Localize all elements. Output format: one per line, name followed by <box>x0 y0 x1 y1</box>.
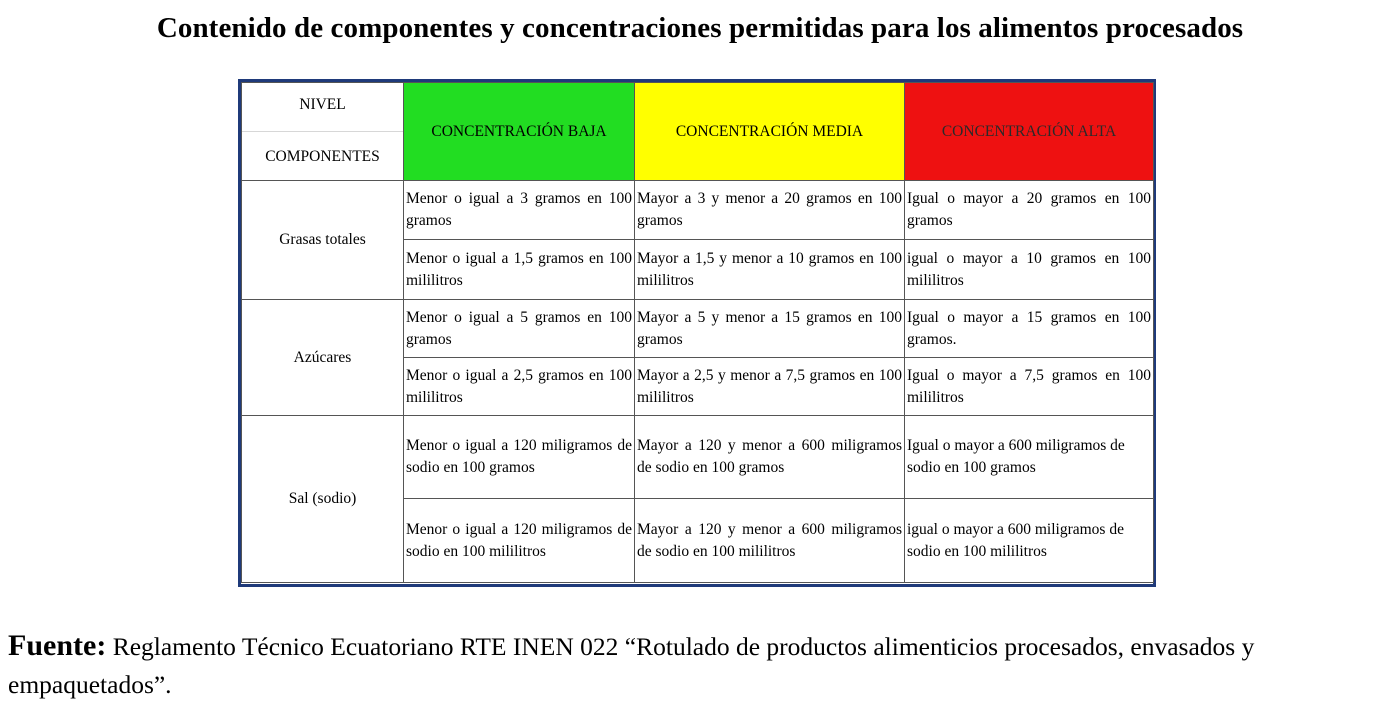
header-level-components-cell <box>242 83 404 181</box>
source-citation <box>8 627 1398 704</box>
cell-alta: Igual o mayor a 7,5 gramos en 100 mililitros <box>905 358 1154 416</box>
concentration-table <box>241 82 1154 583</box>
cell-media: Mayor a 5 y menor a 15 gramos en 100 gramos <box>635 300 905 358</box>
cell-baja: Menor o igual a 3 gramos en 100 gramos <box>404 181 635 240</box>
cell-media: Mayor a 3 y menor a 20 gramos en 100 gramos <box>635 181 905 240</box>
header-componentes-label: COMPONENTES <box>265 148 380 165</box>
cell-media: Mayor a 120 y menor a 600 miligramos de sodio en 100 mililitros <box>635 499 905 583</box>
source-text: Reglamento Técnico Ecuatoriano RTE INEN 022 “Rotulado de productos alimenticios procesados, envasados y empaquetados”. <box>8 632 1255 699</box>
concentration-table-frame <box>238 79 1156 587</box>
cell-media: Mayor a 2,5 y menor a 7,5 gramos en 100 mililitros <box>635 358 905 416</box>
cell-baja: Menor o igual a 1,5 gramos en 100 mililitros <box>404 240 635 300</box>
cell-baja: Menor o igual a 5 gramos en 100 gramos <box>404 300 635 358</box>
table-row <box>242 300 1154 358</box>
cell-media: Mayor a 1,5 y menor a 10 gramos en 100 mililitros <box>635 240 905 300</box>
cell-media: Mayor a 120 y menor a 600 miligramos de sodio en 100 gramos <box>635 416 905 499</box>
cell-alta: Igual o mayor a 20 gramos en 100 gramos <box>905 181 1154 240</box>
table-row <box>242 416 1154 499</box>
cell-alta: Igual o mayor a 600 miligramos de sodio en 100 gramos <box>905 416 1154 499</box>
cell-baja: Menor o igual a 120 miligramos de sodio en 100 gramos <box>404 416 635 499</box>
component-name-sal: Sal (sodio) <box>242 416 404 583</box>
source-label: Fuente: <box>8 629 107 662</box>
header-concentracion-baja: CONCENTRACIÓN BAJA <box>404 83 635 181</box>
component-name-azucares: Azúcares <box>242 300 404 416</box>
table-row <box>242 181 1154 240</box>
page-title: Contenido de componentes y concentraciones permitidas para los alimentos procesados <box>156 12 1244 44</box>
cell-alta: igual o mayor a 600 miligramos de sodio en 100 mililitros <box>905 499 1154 583</box>
cell-alta: Igual o mayor a 15 gramos en 100 gramos. <box>905 300 1154 358</box>
header-concentracion-alta: CONCENTRACIÓN ALTA <box>905 83 1154 181</box>
table-header-row <box>242 83 1154 181</box>
component-name-grasas: Grasas totales <box>242 181 404 300</box>
cell-alta: igual o mayor a 10 gramos en 100 mililitros <box>905 240 1154 300</box>
cell-baja: Menor o igual a 2,5 gramos en 100 mililitros <box>404 358 635 416</box>
header-nivel-label: NIVEL <box>242 83 403 132</box>
cell-baja: Menor o igual a 120 miligramos de sodio en 100 mililitros <box>404 499 635 583</box>
header-concentracion-media: CONCENTRACIÓN MEDIA <box>635 83 905 181</box>
